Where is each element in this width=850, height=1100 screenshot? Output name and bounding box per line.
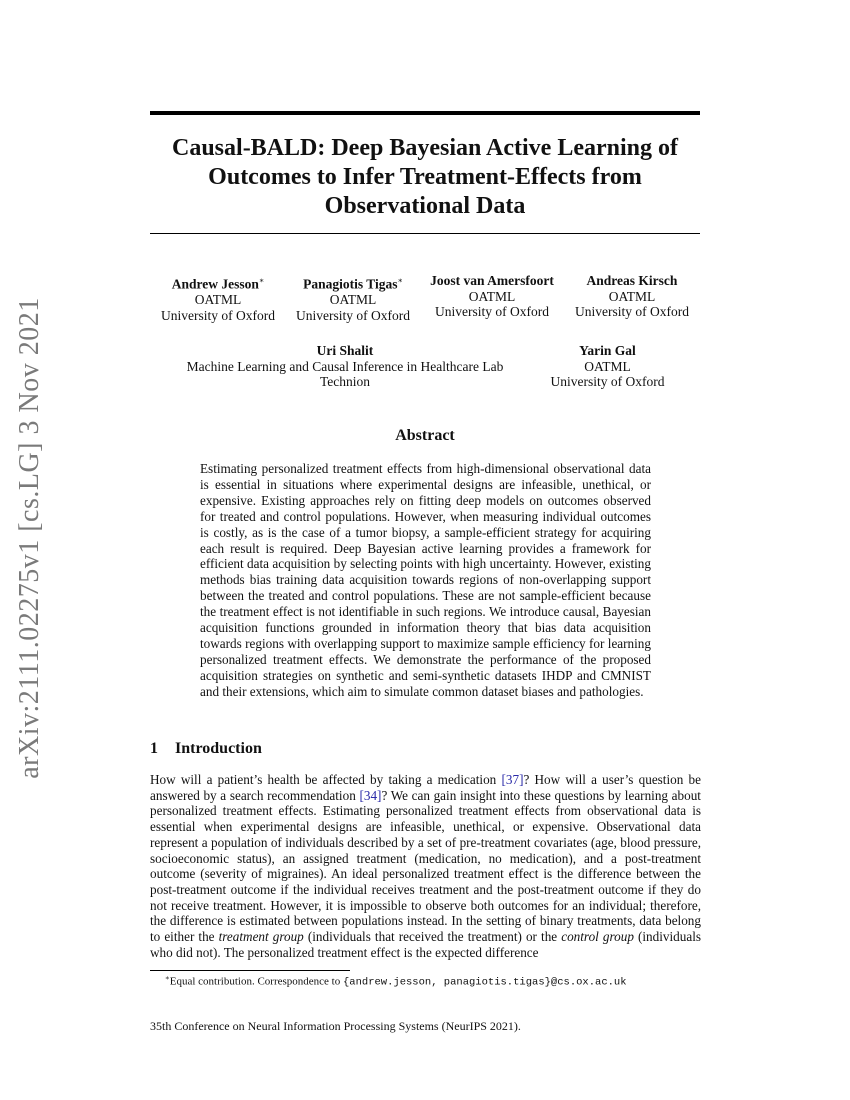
author-affiliation: OATML	[468, 288, 516, 304]
citation-link[interactable]: [34]	[359, 787, 382, 803]
author-affiliation: OATML	[329, 292, 377, 307]
arxiv-identifier[interactable]: arXiv:2111.02275v1 [cs.LG] 3 Nov 2021	[14, 297, 45, 779]
author-block	[292, 273, 414, 323]
author-name: Uri Shalit	[316, 343, 374, 358]
paper-title: Causal-BALD: Deep Bayesian Active Learning of Outcomes to Infer Treatment-Effects from Observational Data	[172, 135, 678, 219]
author-name: Yarin Gal	[579, 343, 636, 358]
conference-venue: 35th Conference on Neural Information Processing Systems (NeurIPS 2021).	[150, 1019, 521, 1033]
section-heading	[150, 740, 262, 758]
citation-link[interactable]: [37]	[501, 772, 524, 787]
author-institution: University of Oxford	[575, 304, 689, 319]
author-affiliation: OATML	[194, 292, 242, 307]
author-institution: Technion	[319, 374, 371, 389]
footnote-text: Equal contribution. Correspondence to	[169, 975, 343, 988]
abstract-text: Estimating personalized treatment effects from high-dimensional observational data is essential in situations where experimental designs are infeasible, unethical, or expensive. Existing approaches rely on fitting deep models on outcomes observed for treated and control populations. However, when measuring individual outcomes is costly, as is the case of a tumor biopsy, a sample-efficient strategy for acquiring each result is required. Deep Bayesian active learning provides a framework for efficient data acquisition by selecting points with high uncertainty. However, existing methods bias training data acquisition towards regions of non-overlapping support between the treated and control populations. These are not sample-efficient because the treatment effect is not identifiable in such regions. We introduce causal, Bayesian acquisition functions grounded in information theory that bias data acquisition towards regions with overlapping support to maximize sample efficiency for learning personalized treatment effects. We demonstrate the performance of the proposed acquisition strategies on synthetic and semi-synthetic datasets IHDP and CMNIST and their extensions, which aim to simulate common dataset biases and pathologies.	[200, 461, 651, 699]
paragraph-text: How will a patient’s health be affected by taking a medication	[150, 772, 502, 787]
author-name: Andreas Kirsch	[586, 273, 678, 288]
author-affiliation: Machine Learning and Causal Inference in Healthcare Lab	[186, 358, 504, 374]
emphasis-control-group: control group	[561, 929, 634, 945]
equal-contribution-mark: ∗	[258, 276, 265, 285]
footnote-rule	[150, 970, 350, 971]
author-institution: University of Oxford	[296, 307, 410, 323]
author-affiliation: OATML	[608, 288, 656, 304]
equal-contribution-mark: ∗	[397, 276, 403, 285]
footnote-emails: {andrew.jesson, panagiotis.tigas}@cs.ox.ac.uk	[342, 976, 627, 989]
author-institution: University of Oxford	[161, 307, 275, 323]
paragraph-text: ? How will a user’s question be answered by a search recommendation	[150, 772, 701, 803]
arxiv-stamp	[5, 298, 55, 778]
author-institution: University of Oxford	[550, 374, 665, 389]
title-top-rule	[150, 111, 700, 115]
author-institution: University of Oxford	[435, 304, 549, 319]
title-bottom-rule	[150, 233, 700, 234]
introduction-paragraph	[150, 772, 701, 960]
paragraph-text: (individuals that received the treatment) or the	[303, 929, 562, 945]
footnote-mark: ∗	[165, 974, 170, 982]
paragraph-text: ? We can gain insight into these questions by learning about personalized treatment effects. Estimating personalized treatment effects from observational data is essential when experimental designs are infeasible, unethical, or expensive. Observational data represent a population of individuals described by a set of pre-treatment covariates (age, blood pressure, socioeconomic status), an assigned treatment (medication, no medication), and a post-treatment outcome (severity of migraines). An ideal personalized treatment effect is the difference between the post-treatment outcome if the individual receives treatment and the post-treatment outcome if they do not receive treatment. However, it is impossible to observe both outcomes for an individual; therefore, the difference is estimated between populations instead. In the setting of binary treatments, data belong to either the	[150, 787, 701, 945]
section-title: Introduction	[175, 740, 262, 757]
author-block	[175, 343, 515, 390]
author-affiliation: OATML	[584, 358, 631, 374]
author-name: Panagiotis Tigas∗	[303, 276, 403, 292]
paragraph-text: (individuals who did not). The personalized treatment effect is the expected difference	[150, 929, 701, 960]
author-name: Andrew Jesson∗	[171, 276, 265, 292]
author-name: Joost van Amersfoort	[430, 273, 554, 288]
author-block	[426, 273, 558, 320]
author-block	[540, 343, 675, 390]
section-number: 1	[150, 740, 158, 757]
abstract-heading: Abstract	[395, 427, 455, 444]
emphasis-treatment-group: treatment group	[218, 929, 304, 945]
author-block	[158, 273, 278, 323]
author-block	[570, 273, 694, 320]
footnote	[165, 974, 627, 989]
